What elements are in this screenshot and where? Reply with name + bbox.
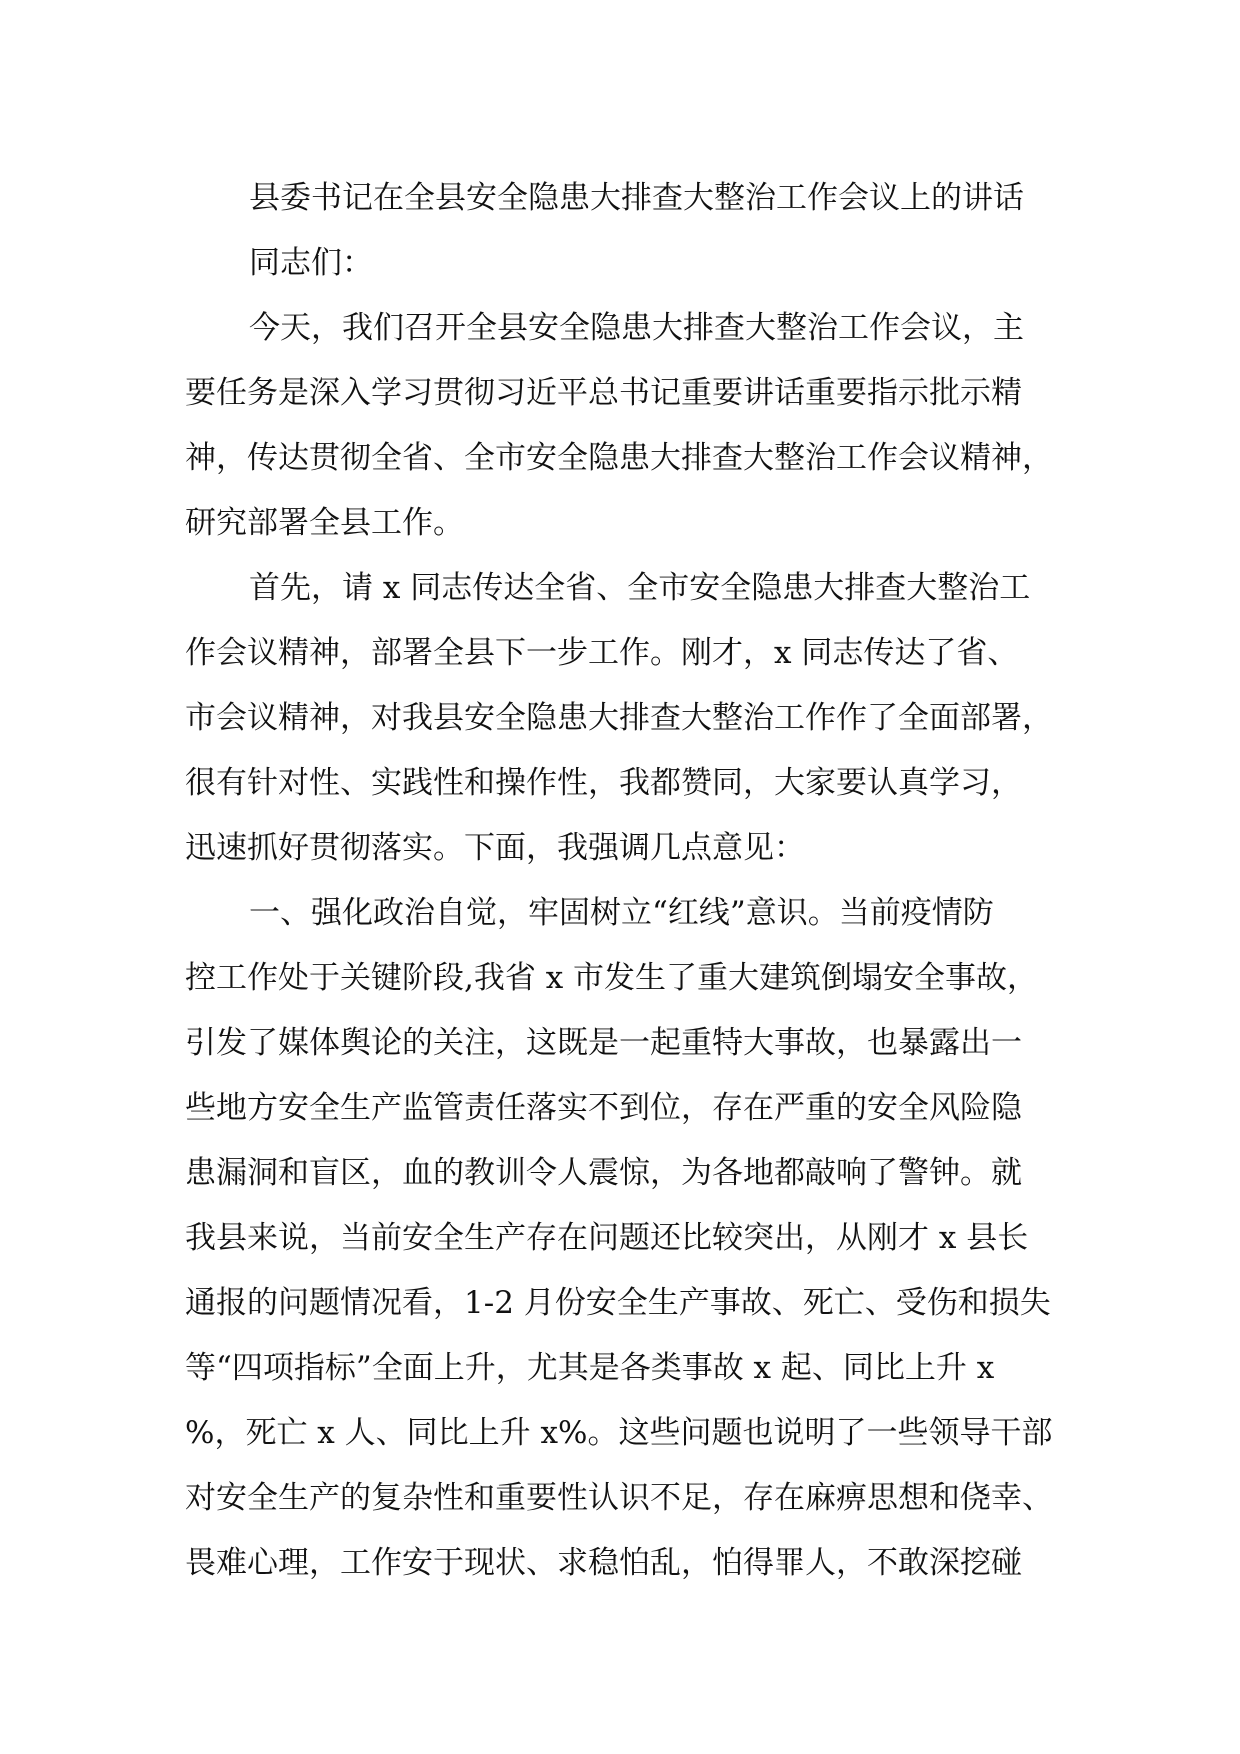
paragraph-line: 要任务是深入学习贯彻习近平总书记重要讲话重要指示批示精 xyxy=(185,375,1022,411)
paragraph-line: 神，传达贯彻全省、全市安全隐患大排查大整治工作会议精神， xyxy=(185,440,1053,476)
paragraph-line: %，死亡 x 人、同比上升 x%。这些问题也说明了一些领导干部 xyxy=(185,1415,1053,1451)
paragraph-line: 患漏洞和盲区，血的教训令人震惊，为各地都敲响了警钟。就 xyxy=(185,1155,1022,1191)
paragraph-line: 作会议精神，部署全县下一步工作。刚才，x 同志传达了省、 xyxy=(185,635,1019,671)
paragraph-line: 通报的问题情况看，1-2 月份安全生产事故、死亡、受伤和损失 xyxy=(185,1285,1051,1321)
paragraph-line: 市会议精神，对我县安全隐患大排查大整治工作作了全面部署， xyxy=(185,700,1053,736)
paragraph-line: 对安全生产的复杂性和重要性认识不足，存在麻痹思想和侥幸、 xyxy=(185,1480,1053,1516)
paragraph-line: 畏难心理，工作安于现状、求稳怕乱，怕得罪人，不敢深挖碰 xyxy=(185,1545,1022,1581)
paragraph-line: 我县来说，当前安全生产存在问题还比较突出，从刚才 x 县长 xyxy=(185,1220,1029,1256)
paragraph-line: 一、强化政治自觉，牢固树立“红线”意识。当前疫情防 xyxy=(249,895,994,931)
salutation: 同志们： xyxy=(249,245,373,281)
document-title: 县委书记在全县安全隐患大排查大整治工作会议上的讲话 xyxy=(249,180,1024,216)
paragraph-line: 迅速抓好贯彻落实。下面，我强调几点意见： xyxy=(185,830,805,866)
paragraph-line: 些地方安全生产监管责任落实不到位，存在严重的安全风险隐 xyxy=(185,1090,1022,1126)
paragraph-line: 很有针对性、实践性和操作性，我都赞同，大家要认真学习， xyxy=(185,765,1022,801)
paragraph-line: 控工作处于关键阶段,我省 x 市发生了重大建筑倒塌安全事故， xyxy=(185,960,1039,996)
paragraph-line: 等“四项指标”全面上升，尤其是各类事故 x 起、同比上升 x xyxy=(185,1350,995,1386)
paragraph-line: 首先，请 x 同志传达全省、全市安全隐患大排查大整治工 xyxy=(249,570,1031,606)
paragraph-line: 引发了媒体舆论的关注，这既是一起重特大事故，也暴露出一 xyxy=(185,1025,1022,1061)
paragraph-line: 今天，我们召开全县安全隐患大排查大整治工作会议，主 xyxy=(249,310,1024,346)
paragraph-line: 研究部署全县工作。 xyxy=(185,505,464,541)
